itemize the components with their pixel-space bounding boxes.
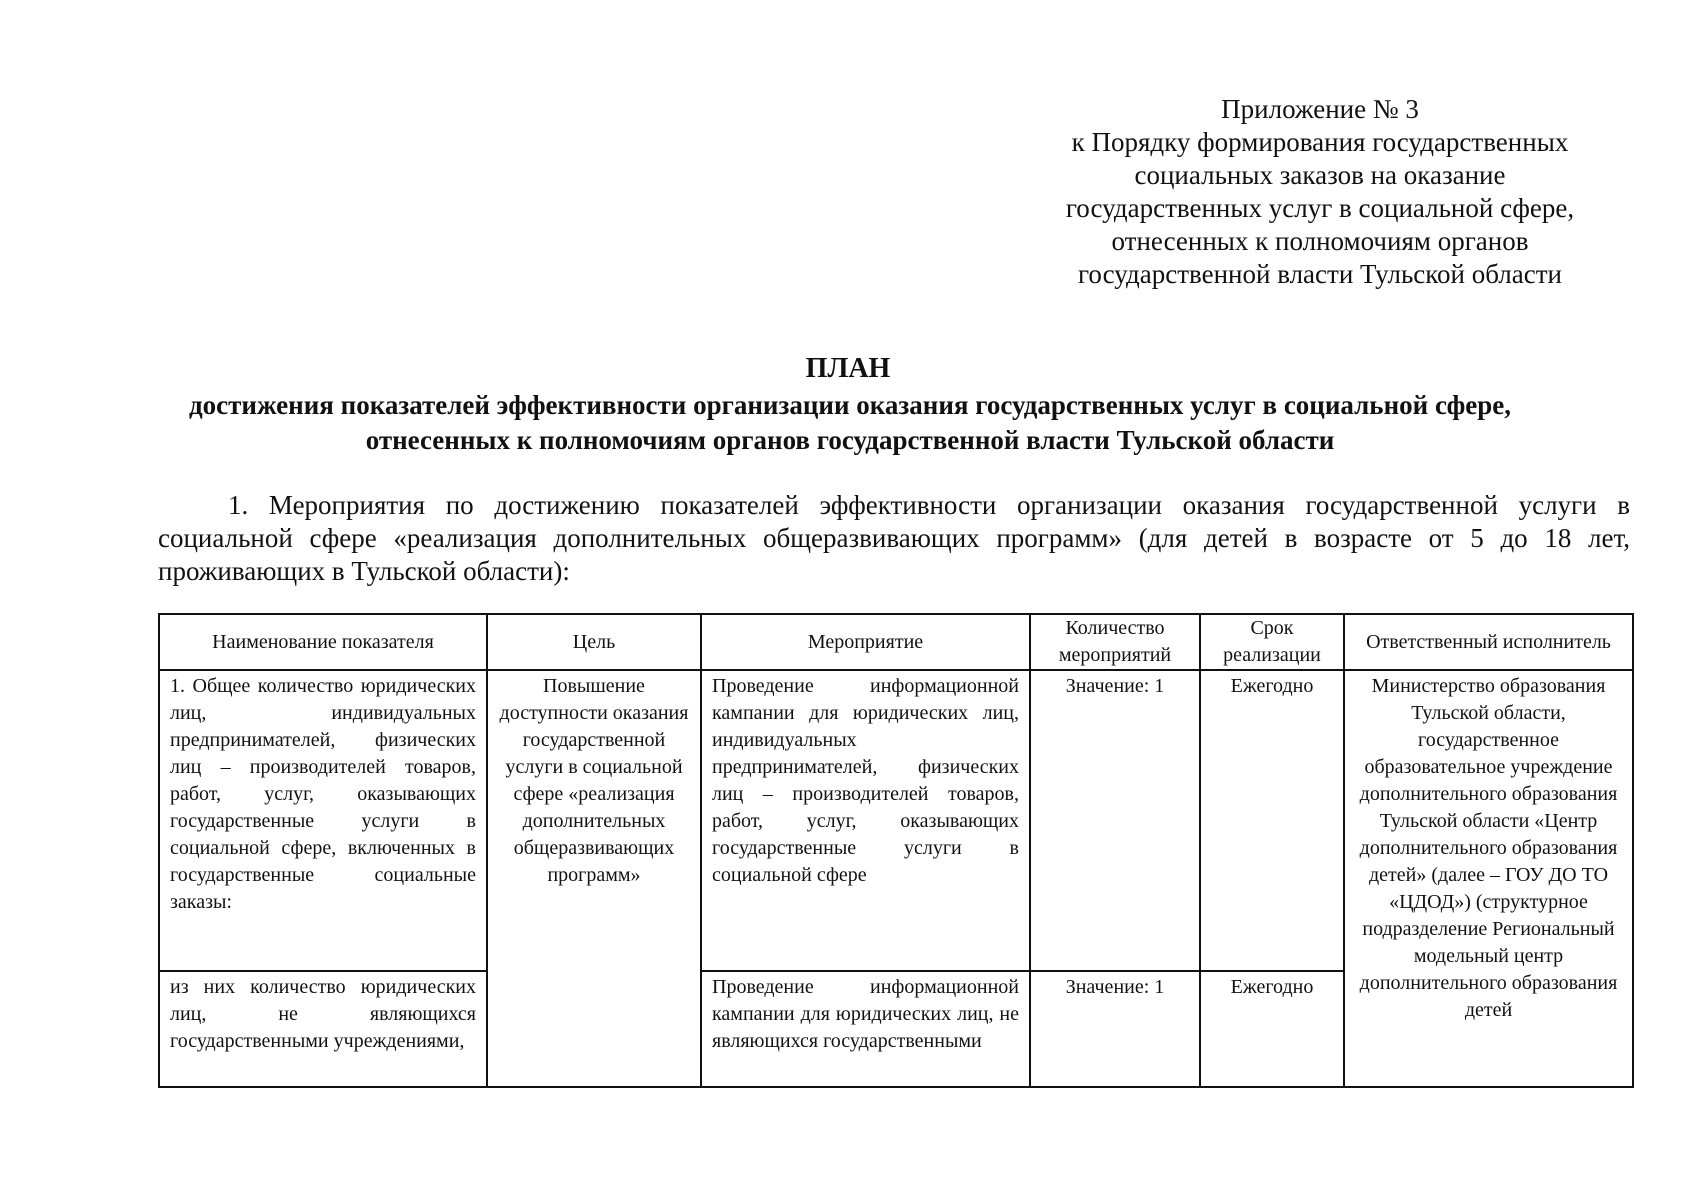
header-indicator: Наименование показателя <box>159 614 487 670</box>
cell-goal: Повышение доступности оказания государственной услуги в социальной сфере «реализация дополнительных общеразвивающих программ» <box>487 670 701 1087</box>
header-term: Срок реализации <box>1200 614 1344 670</box>
appendix-header <box>1040 93 1600 291</box>
cell-term: Ежегодно <box>1200 971 1344 1087</box>
header-goal: Цель <box>487 614 701 670</box>
appendix-line: государственных услуг в социальной сфере, <box>1065 193 1575 223</box>
appendix-line: к Порядку формирования государственных <box>1071 127 1569 157</box>
cell-count: Значение: 1 <box>1030 670 1200 971</box>
plan-subtitle-line: отнесенных к полномочиям органов государственной власти Тульской области <box>365 425 1335 455</box>
plan-subtitle <box>150 388 1550 458</box>
appendix-line: государственной власти Тульской области <box>1078 259 1562 289</box>
appendix-line: отнесенных к полномочиям органов <box>1111 226 1529 256</box>
cell-term: Ежегодно <box>1200 670 1344 971</box>
cell-activity: Проведение информационной кампании для юридических лиц, не являющихся государственными <box>701 971 1030 1087</box>
plan-subtitle-line: достижения показателей эффективности организации оказания государственных услуг в социальной сфере, <box>189 390 1511 420</box>
header-activity: Мероприятие <box>701 614 1030 670</box>
cell-count: Значение: 1 <box>1030 971 1200 1087</box>
table-header-row <box>159 614 1633 670</box>
appendix-line: Приложение № 3 <box>1221 94 1419 124</box>
cell-indicator: из них количество юридических лиц, не являющихся государственными учреждениями, <box>159 971 487 1087</box>
plan-title: ПЛАН <box>805 353 891 384</box>
appendix-line: социальных заказов на оказание <box>1134 160 1506 190</box>
cell-activity: Проведение информационной кампании для юридических лиц, индивидуальных предпринимателей, физических лиц – производителей товаров, работ, услуг, оказывающих государственные услуги в социальной сфере <box>701 670 1030 971</box>
header-count: Количество мероприятий <box>1030 614 1200 670</box>
header-executor: Ответственный исполнитель <box>1344 614 1633 670</box>
cell-executor: Министерство образования Тульской области, государственное образовательное учреждение дополнительного образования Тульской области «Центр дополнительного образования детей» (далее – ГОУ ДО ТО «ЦДОД») (структурное подразделение Региональный модельный центр дополнительного образования детей <box>1344 670 1633 1087</box>
table-row <box>159 670 1633 971</box>
measures-table <box>158 613 1634 1088</box>
intro-paragraph: 1. Мероприятия по достижению показателей эффективности организации оказания государственной услуги в социальной сфере «реализация дополнительных общеразвивающих программ» (для детей в возрасте от 5 до 18 лет, проживающих в Тульской области): <box>158 490 1630 586</box>
cell-indicator: 1. Общее количество юридических лиц, индивидуальных предпринимателей, физических лиц – производителей товаров, работ, услуг, оказывающих государственные услуги в социальной сфере, включенных в государственные социальные заказы: <box>159 670 487 971</box>
